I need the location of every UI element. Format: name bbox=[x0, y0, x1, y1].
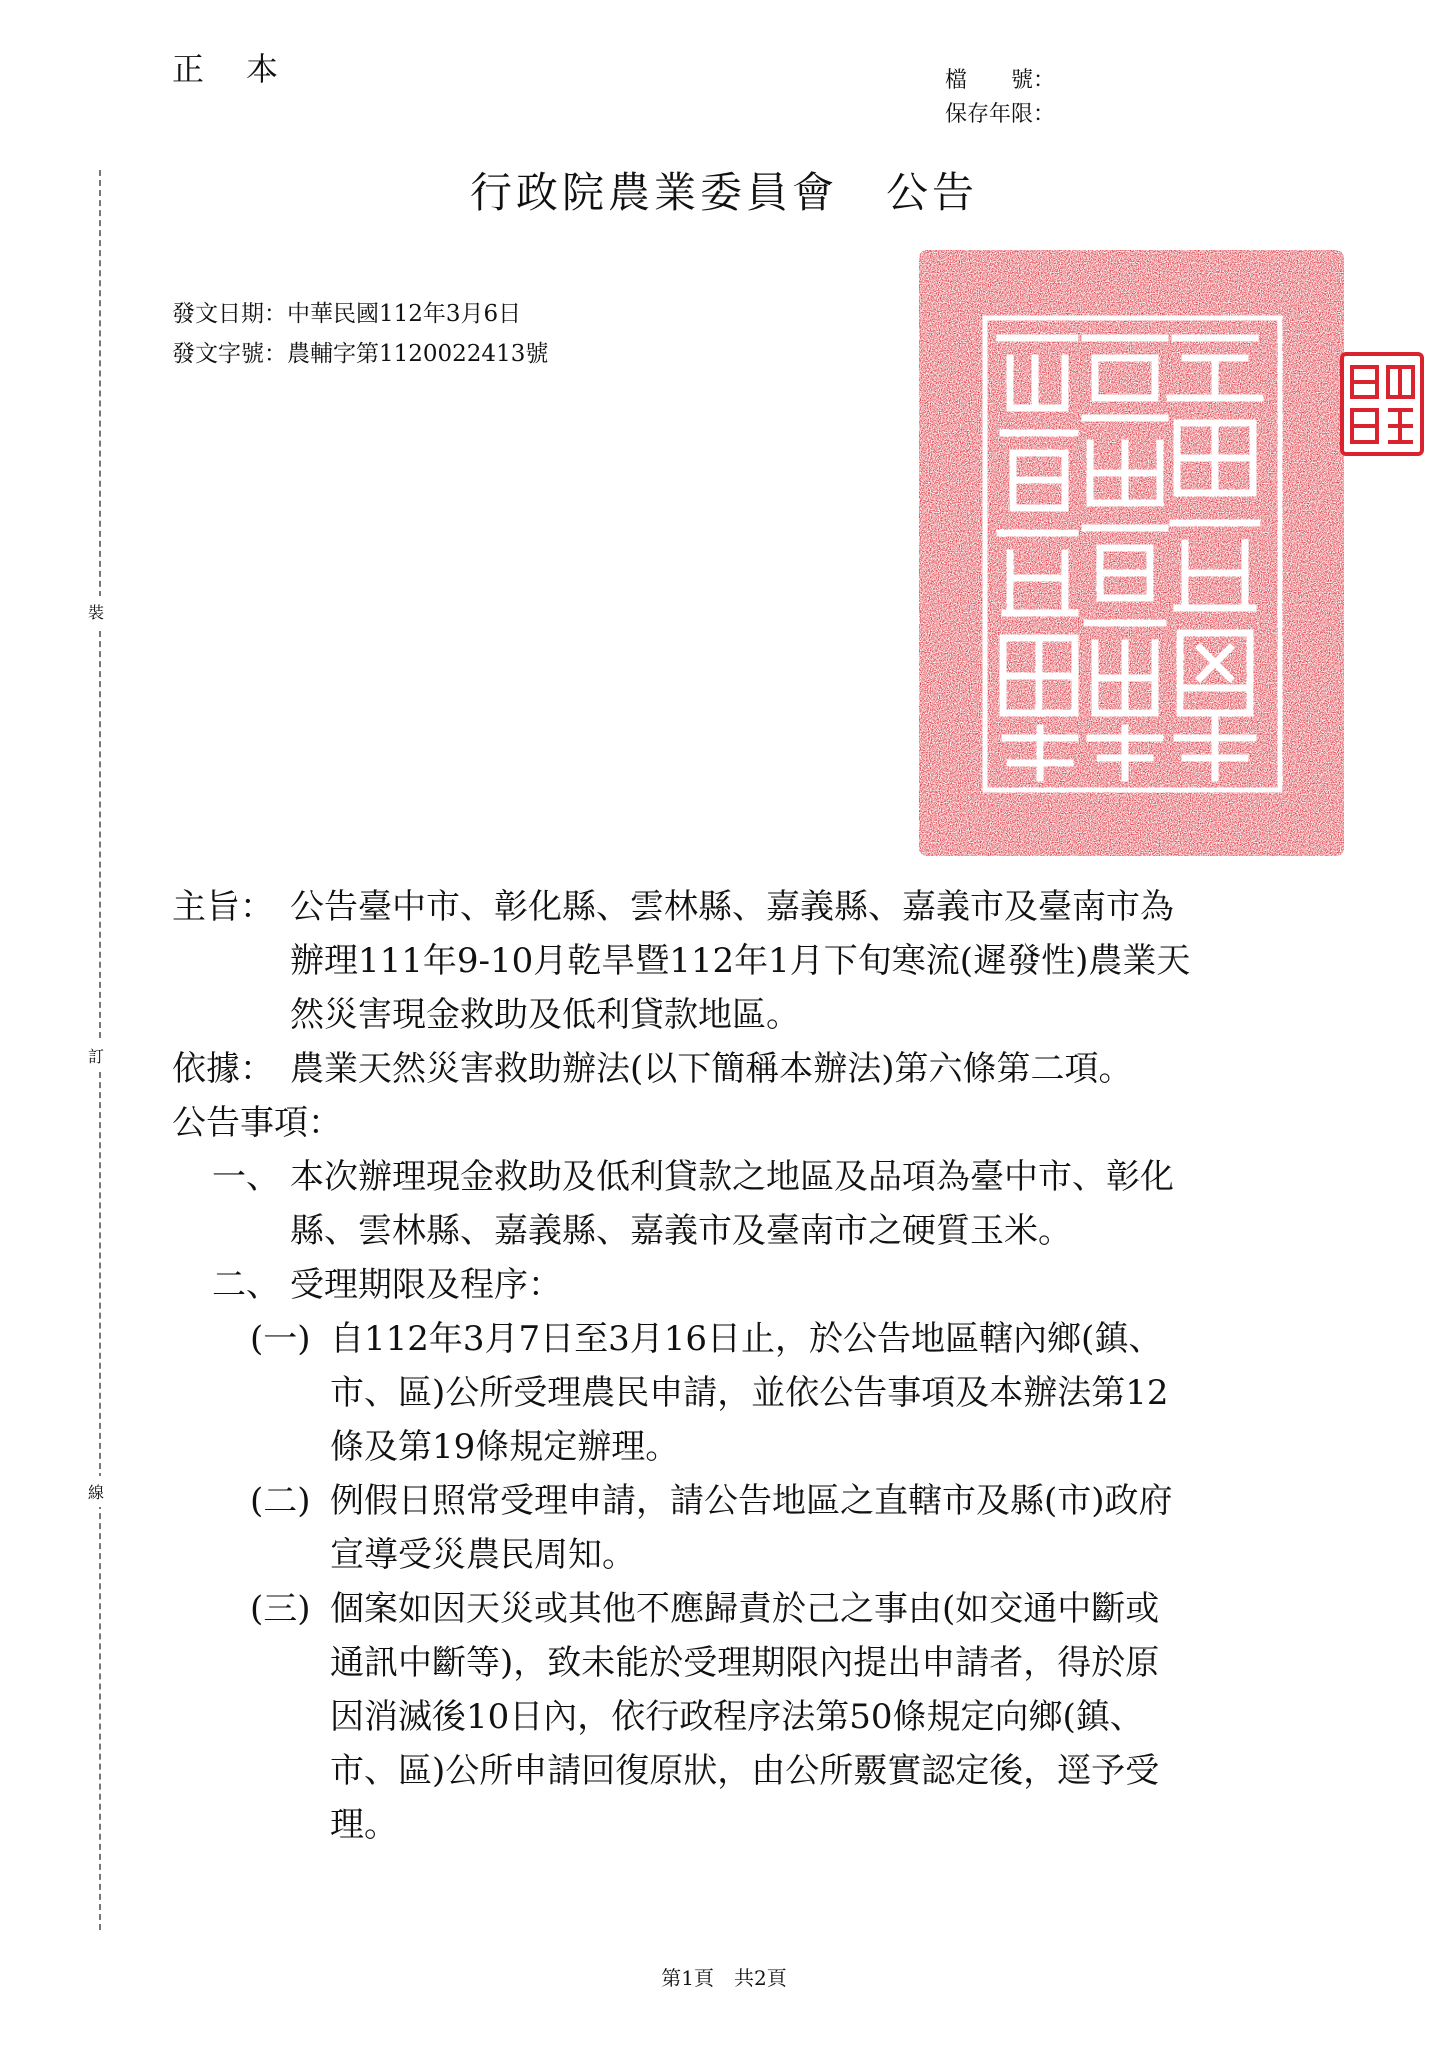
sub-3-line-5: 理。 bbox=[330, 1805, 398, 1845]
item-2-text: 受理期限及程序： bbox=[290, 1265, 562, 1305]
sub-2-number: (二) bbox=[250, 1481, 311, 1521]
official-seal-icon bbox=[915, 248, 1350, 860]
sub-3-number: (三) bbox=[250, 1589, 311, 1629]
sub-3-line-3: 因消滅後10日內，依行政程序法第50條規定向鄉(鎮、 bbox=[330, 1697, 1144, 1737]
item-1-number: 一、 bbox=[212, 1157, 280, 1197]
doc-type: 公告 bbox=[886, 168, 979, 217]
sub-3-line-4: 市、區)公所申請回復原狀，由公所覈實認定後，逕予受 bbox=[330, 1751, 1160, 1791]
sub-3-line-1: 個案如因天災或其他不應歸責於己之事由(如交通中斷或 bbox=[330, 1589, 1160, 1629]
sub-1-line-1: 自112年3月7日至3月16日止，於公告地區轄內鄉(鎮、 bbox=[330, 1319, 1163, 1359]
page-number: 第1頁 共2頁 bbox=[661, 1966, 787, 1990]
items-label: 公告事項： bbox=[172, 1103, 342, 1143]
document-meta bbox=[172, 294, 548, 374]
binding-char-ding: 訂 bbox=[88, 1040, 104, 1071]
copy-label-char-2: 本 bbox=[246, 50, 285, 88]
retention-label: 保存年限： bbox=[945, 102, 1056, 127]
file-number-label: 檔 號： bbox=[945, 68, 1056, 93]
agency-name: 行政院農業委員會 bbox=[469, 168, 838, 217]
subject-line-3: 然災害現金救助及低利貸款地區。 bbox=[290, 995, 800, 1035]
copy-label bbox=[172, 44, 320, 90]
document-title bbox=[0, 160, 1448, 220]
issue-date: 發文日期：中華民國112年3月6日 bbox=[172, 301, 522, 327]
file-info bbox=[945, 64, 1055, 132]
subject-line-1: 公告臺中市、彰化縣、雲林縣、嘉義縣、嘉義市及臺南市為 bbox=[290, 887, 1174, 927]
sub-2-line-1: 例假日照常受理申請，請公告地區之直轄市及縣(市)政府 bbox=[330, 1481, 1173, 1521]
subject-label: 主旨： bbox=[172, 887, 274, 927]
basis-label: 依據： bbox=[172, 1049, 274, 1089]
basis-text: 農業天然災害救助辦法(以下簡稱本辦法)第六條第二項。 bbox=[290, 1049, 1133, 1089]
copy-label-char-1: 正 bbox=[172, 50, 211, 88]
sub-2-line-2: 宣導受災農民周知。 bbox=[330, 1535, 636, 1575]
item-1-line-1: 本次辦理現金救助及低利貸款之地區及品項為臺中市、彰化 bbox=[290, 1157, 1174, 1197]
sub-1-number: (一) bbox=[250, 1319, 311, 1359]
small-seal-icon bbox=[1340, 352, 1425, 458]
sub-3-line-2: 通訊中斷等)，致未能於受理期限內提出申請者，得於原 bbox=[330, 1643, 1160, 1683]
binding-char-xian: 線 bbox=[88, 1476, 104, 1507]
item-1-line-2: 縣、雲林縣、嘉義縣、嘉義市及臺南市之硬質玉米。 bbox=[290, 1211, 1072, 1251]
subject-line-2: 辦理111年9-10月乾旱暨112年1月下旬寒流(遲發性)農業天 bbox=[290, 941, 1191, 981]
item-2-number: 二、 bbox=[212, 1265, 280, 1305]
sub-1-line-2: 市、區)公所受理農民申請，並依公告事項及本辦法第12 bbox=[330, 1373, 1169, 1413]
sub-1-line-3: 條及第19條規定辦理。 bbox=[330, 1427, 680, 1467]
binding-char-zhuang: 裝 bbox=[88, 596, 104, 627]
document-number: 發文字號：農輔字第1120022413號 bbox=[172, 341, 549, 367]
